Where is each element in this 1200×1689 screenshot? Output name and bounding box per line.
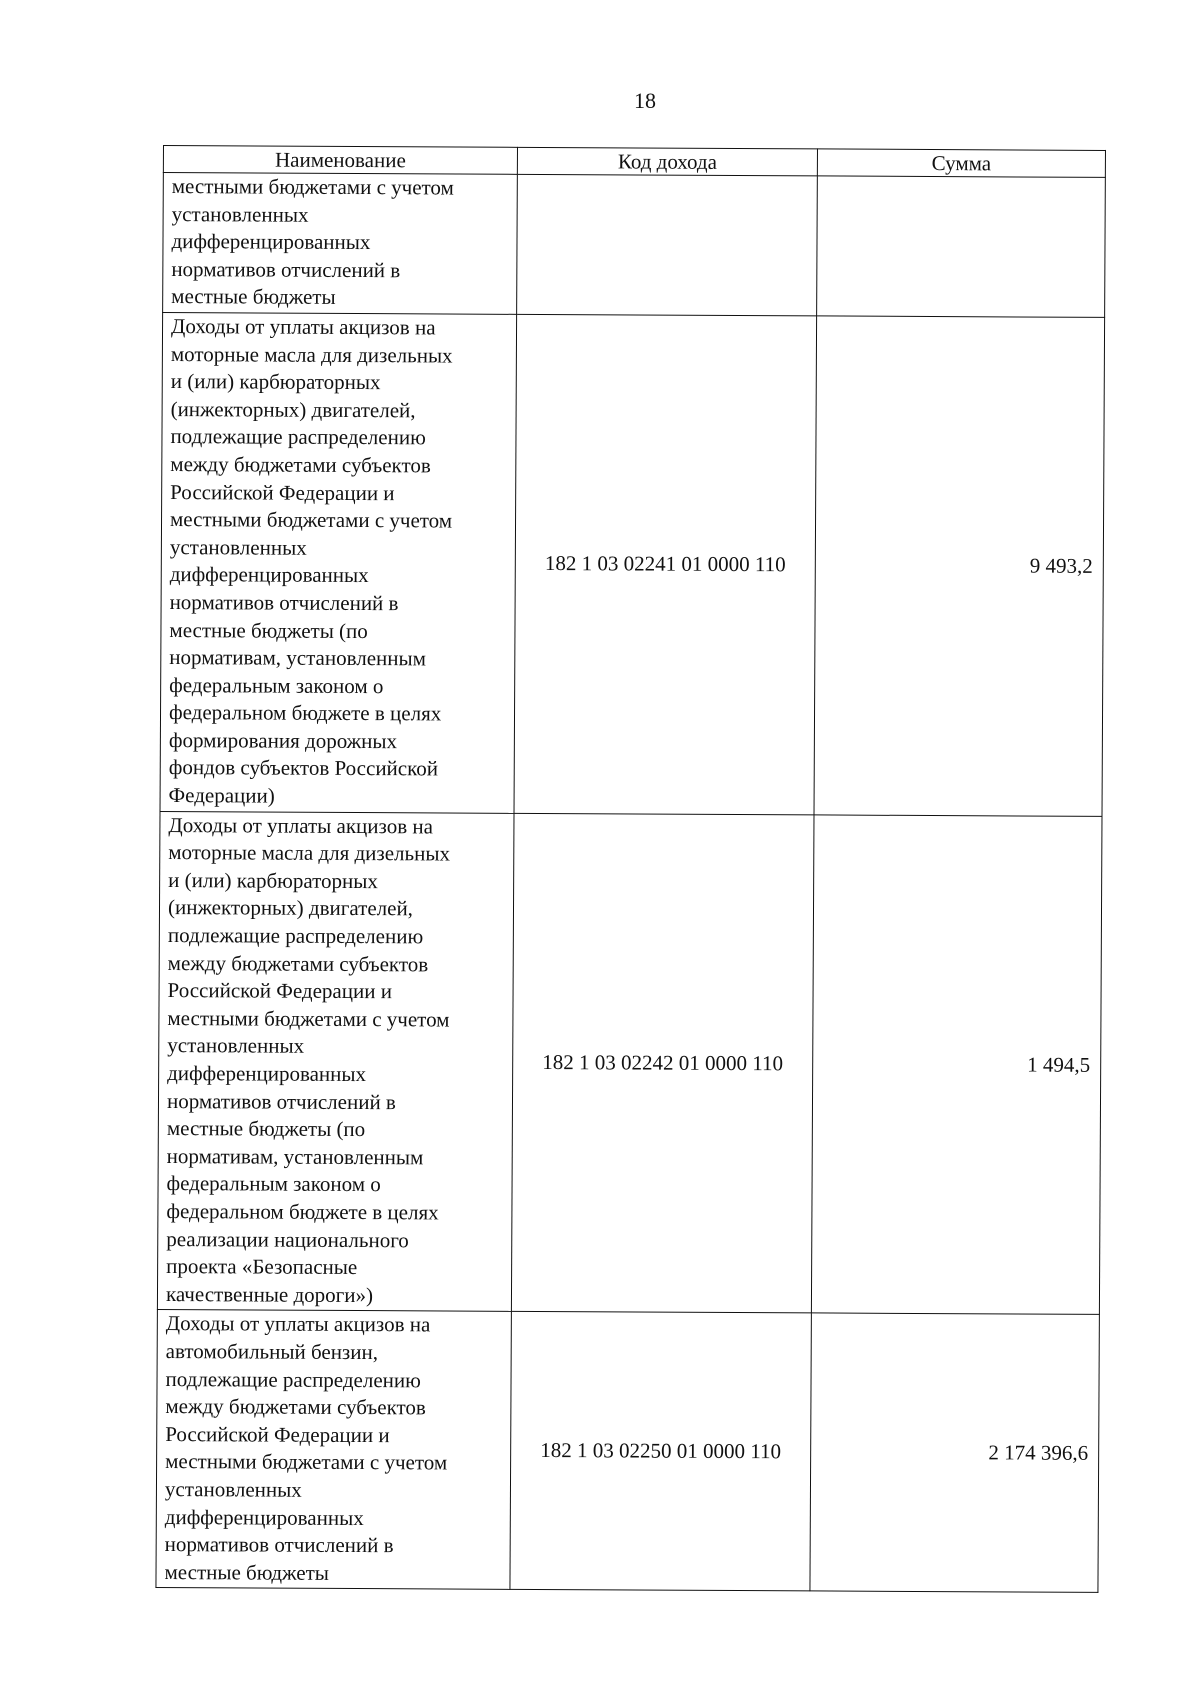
revenue-name-line: между бюджетами субъектов — [165, 1394, 426, 1420]
revenue-name-cell — [156, 1310, 511, 1590]
revenue-name-line: дифференцированных — [169, 562, 369, 588]
table-row — [160, 312, 1105, 816]
revenue-name-line: местные бюджеты (по — [166, 1116, 366, 1142]
revenue-name-line: дифференцированных — [171, 229, 371, 255]
revenue-name-line: фондов субъектов Российской — [168, 755, 439, 781]
revenue-name-line: Доходы от уплаты акцизов на — [168, 812, 434, 839]
revenue-name-line: моторные масла для дизельных — [170, 341, 453, 368]
table-row — [163, 173, 1106, 318]
revenue-name-line: местные бюджеты (по — [169, 617, 368, 643]
revenue-name-line: (инжекторных) двигателей, — [167, 895, 414, 921]
table-header-row — [163, 146, 1105, 178]
revenue-code-cell: 182 1 03 02241 01 0000 110 — [514, 314, 817, 814]
revenue-name-line: установленных — [167, 1033, 305, 1059]
revenue-name-line: (инжекторных) двигателей, — [170, 396, 416, 423]
revenue-name-line: нормативов отчислений в — [171, 256, 401, 283]
table-row — [156, 1310, 1099, 1593]
revenue-name-line: федеральном бюджете в целях — [168, 700, 442, 726]
revenue-name-cell — [163, 173, 518, 315]
revenue-name-line: установленных — [171, 201, 309, 227]
revenue-name-line: между бюджетами субъектов — [167, 950, 429, 977]
amount-cell: 1 494,5 — [811, 815, 1102, 1315]
revenue-name-line: дифференцированных — [167, 1061, 367, 1087]
revenue-name-line: Доходы от уплаты акцизов на — [170, 314, 436, 340]
revenue-name-line: Российской Федерации и — [167, 978, 393, 1004]
page-number: 18 — [634, 88, 656, 113]
revenue-name-line: автомобильный бензин, — [165, 1338, 379, 1365]
revenue-name-cell — [160, 312, 517, 813]
revenue-name-cell — [157, 811, 514, 1312]
revenue-name-line: нормативам, установленным — [169, 645, 427, 671]
revenue-name-line: дифференцированных — [164, 1504, 364, 1530]
revenue-name-line: проекта «Безопасные — [166, 1254, 358, 1280]
revenue-name-line: федеральным законом о — [166, 1171, 381, 1197]
revenue-name-line: подлежащие распределению — [170, 424, 426, 450]
revenue-name-line: качественные дороги») — [165, 1281, 374, 1307]
revenue-name-line: подлежащие распределению — [167, 923, 424, 949]
table-body — [156, 173, 1105, 1593]
revenue-code-cell: 182 1 03 02250 01 0000 110 — [510, 1312, 811, 1592]
revenue-name-line: нормативам, установленным — [166, 1143, 424, 1170]
revenue-name-line: Российской Федерации и — [165, 1421, 390, 1447]
revenue-name-line: нормативов отчислений в — [169, 589, 399, 616]
revenue-code-cell — [517, 174, 818, 316]
revenue-name-line: установленных — [169, 534, 307, 560]
revenue-name-line: формирования дорожных — [168, 727, 398, 754]
revenue-name-line: и (или) карбюраторных — [170, 369, 381, 395]
revenue-name-line: Доходы от уплаты акцизов на — [165, 1311, 431, 1337]
revenue-name-line: местными бюджетами с учетом — [165, 1449, 448, 1475]
revenue-name-line: подлежащие распределению — [165, 1366, 421, 1392]
revenue-name-line: Российской Федерации и — [170, 479, 395, 505]
revenue-code-cell: 182 1 03 02242 01 0000 110 — [511, 813, 814, 1313]
header-amount: Сумма — [817, 149, 1105, 178]
revenue-name-line: установленных — [164, 1476, 302, 1502]
header-revenue-code: Код дохода — [517, 147, 817, 176]
header-name: Наименование — [163, 146, 517, 175]
revenue-name-line: моторные масла для дизельных — [168, 840, 451, 866]
revenue-table — [155, 145, 1106, 1593]
revenue-name-line: местные бюджеты — [171, 284, 336, 310]
revenue-name-line: местными бюджетами с учетом — [169, 507, 453, 533]
amount-cell — [817, 176, 1106, 317]
revenue-name-line: местные бюджеты — [164, 1559, 329, 1585]
revenue-name-line: местными бюджетами с учетом — [167, 1005, 450, 1032]
revenue-name-line: федеральном бюджете в целях — [166, 1199, 439, 1225]
revenue-name-line: местными бюджетами с учетом — [171, 174, 454, 200]
revenue-name-line: Федерации) — [168, 783, 275, 808]
revenue-name-line: реализации национального — [166, 1226, 409, 1252]
amount-cell: 2 174 396,6 — [810, 1313, 1099, 1592]
revenue-name-line: федеральным законом о — [169, 672, 384, 698]
table-row — [157, 811, 1102, 1315]
amount-cell: 9 493,2 — [814, 316, 1105, 816]
revenue-name-line: нормативов отчислений в — [164, 1532, 394, 1558]
revenue-name-line: между бюджетами субъектов — [170, 451, 431, 478]
revenue-name-line: нормативов отчислений в — [166, 1088, 396, 1114]
revenue-name-line: и (или) карбюраторных — [168, 867, 379, 893]
